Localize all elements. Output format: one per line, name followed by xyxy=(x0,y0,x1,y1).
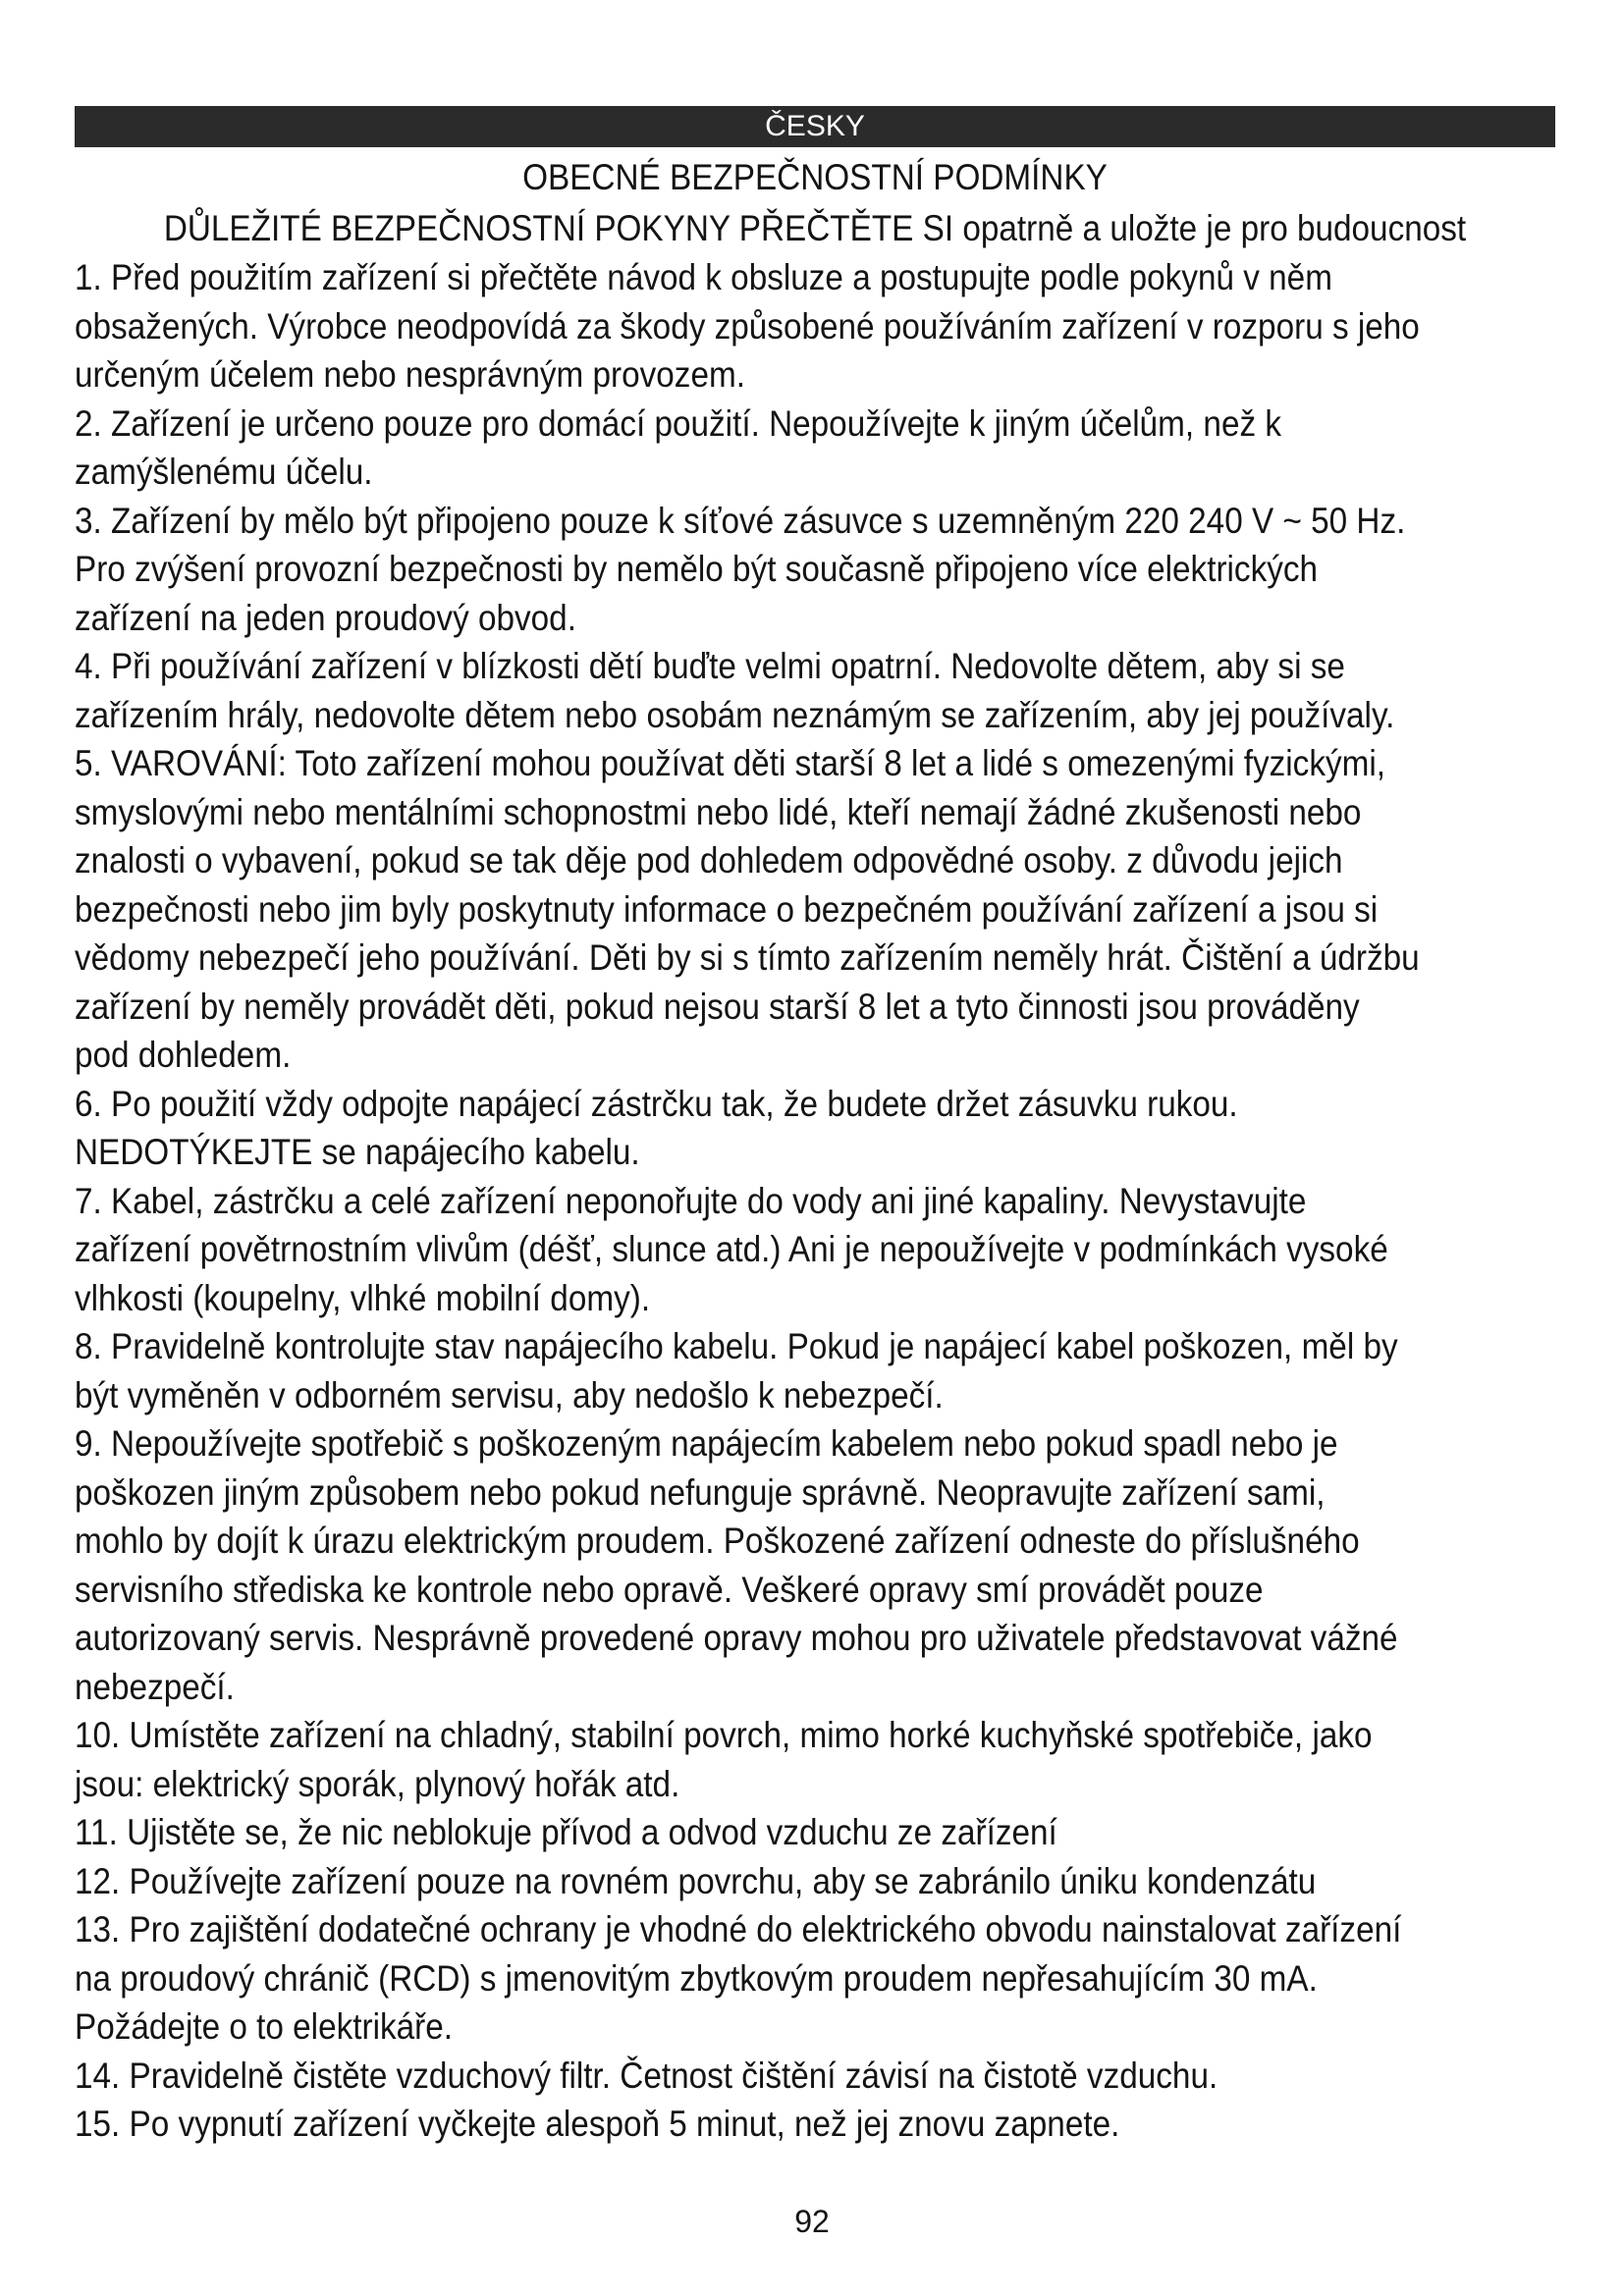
language-header-bar xyxy=(75,106,1555,147)
text-line: zamýšlenému účelu. xyxy=(75,452,373,492)
text-line: 6. Po použití vždy odpojte napájecí zástrčku tak, že budete držet zásuvku rukou. xyxy=(75,1083,1238,1124)
text-line: nebezpečí. xyxy=(75,1666,235,1707)
text-line: 15. Po vypnutí zařízení vyčkejte alespoň 5 minut, než jej znovu zapnete. xyxy=(75,2104,1120,2144)
text-line: mohlo by dojít k úrazu elektrickým proudem. Poškozené zařízení odneste do příslušného xyxy=(75,1521,1360,1561)
text-line: zařízení povětrnostním vlivům (déšť, slunce atd.) Ani je nepoužívejte v podmínkách vysoké xyxy=(75,1229,1388,1269)
text-line: vlhkosti (koupelny, vlhké mobilní domy). xyxy=(75,1277,651,1318)
text-line: obsažených. Výrobce neodpovídá za škody způsobené používáním zařízení v rozporu s jeho xyxy=(75,305,1420,347)
text-line: smyslovými nebo mentálními schopnostmi nebo lidé, kteří nemají žádné zkušenosti nebo xyxy=(75,791,1362,832)
text-line: znalosti o vybavení, pokud se tak děje pod dohledem odpovědné osoby. z důvodu jejich xyxy=(75,840,1343,881)
text-line: 13. Pro zajištění dodatečné ochrany je vhodné do elektrického obvodu nainstalovat zařízení xyxy=(75,1909,1402,1949)
text-line: 4. Při používání zařízení v blízkosti dětí buďte velmi opatrní. Nedovolte dětem, aby si se xyxy=(75,646,1345,686)
text-line: jsou: elektrický sporák, plynový hořák atd. xyxy=(75,1763,680,1804)
text-line: 10. Umístěte zařízení na chladný, stabilní povrch, mimo horké kuchyňské spotřebiče, jako xyxy=(75,1715,1373,1755)
text-line: na proudový chránič (RCD) s jmenovitým zbytkovým proudem nepřesahujícím 30 mA. xyxy=(75,1957,1318,1999)
text-line: 2. Zařízení je určeno pouze pro domácí použití. Nepoužívejte k jiným účelům, než k xyxy=(75,402,1282,444)
text-line: vědomy nebezpečí jeho používání. Děti by si s tímto zařízením neměly hrát. Čištění a údržbu xyxy=(75,937,1420,978)
text-line: zařízení na jeden proudový obvod. xyxy=(75,597,576,638)
text-line: určeným účelem nebo nesprávným provozem. xyxy=(75,354,745,395)
page-number: 92 xyxy=(794,2204,830,2239)
language-label: ČESKY xyxy=(765,110,865,142)
document-subtitle: DŮLEŽITÉ BEZPEČNOSTNÍ POKYNY PŘEČTĚTE SI opatrně a uložte je pro budoucnost xyxy=(163,208,1467,248)
text-line: servisního střediska ke kontrole nebo opravě. Veškeré opravy smí provádět pouze xyxy=(75,1569,1264,1610)
safety-instructions-body xyxy=(75,253,1568,2149)
text-line: 3. Zařízení by mělo být připojeno pouze k síťové zásuvce s uzemněným 220 240 V ~ 50 Hz. xyxy=(75,500,1406,541)
text-line: být vyměněn v odborném servisu, aby nedošlo k nebezpečí. xyxy=(75,1374,944,1415)
text-line: 1. Před použitím zařízení si přečtěte návod k obsluze a postupujte podle pokynů v něm xyxy=(75,257,1332,297)
text-line: 7. Kabel, zástrčku a celé zařízení neponořujte do vody ani jiné kapaliny. Nevystavujte xyxy=(75,1180,1307,1221)
text-line: zařízení by neměly provádět děti, pokud nejsou starší 8 let a tyto činnosti jsou prováděny xyxy=(75,986,1360,1027)
text-line: 8. Pravidelně kontrolujte stav napájecího kabelu. Pokud je napájecí kabel poškozen, měl by xyxy=(75,1326,1398,1366)
text-line: 12. Používejte zařízení pouze na rovném povrchu, aby se zabránilo úniku kondenzátu xyxy=(75,1860,1317,1901)
text-line: 9. Nepoužívejte spotřebič s poškozeným napájecím kabelem nebo pokud spadl nebo je xyxy=(75,1423,1338,1464)
text-line: zařízením hrály, nedovolte dětem nebo osobám neznámým se zařízením, aby jej používaly. xyxy=(75,694,1395,735)
document-title: OBECNÉ BEZPEČNOSTNÍ PODMÍNKY xyxy=(522,157,1108,197)
text-line: Požádejte o to elektrikáře. xyxy=(75,2006,454,2047)
text-line: pod dohledem. xyxy=(75,1035,292,1075)
text-line: 5. VAROVÁNÍ: Toto zařízení mohou používat děti starší 8 let a lidé s omezenými fyzickými, xyxy=(75,743,1386,783)
text-line: poškozen jiným způsobem nebo pokud nefunguje správně. Neopravujte zařízení sami, xyxy=(75,1471,1326,1513)
text-line: 11. Ujistěte se, že nic neblokuje přívod a odvod vzduchu ze zařízení xyxy=(75,1812,1057,1852)
text-line: NEDOTÝKEJTE se napájecího kabelu. xyxy=(75,1132,640,1172)
text-line: bezpečnosti nebo jim byly poskytnuty informace o bezpečném používání zařízení a jsou si xyxy=(75,888,1379,930)
text-line: 14. Pravidelně čistěte vzduchový filtr. Četnost čištění závisí na čistotě vzduchu. xyxy=(75,2055,1218,2096)
text-line: Pro zvýšení provozní bezpečnosti by nemělo být současně připojeno více elektrických xyxy=(75,549,1319,589)
text-line: autorizovaný servis. Nesprávně provedené opravy mohou pro uživatele představovat vážné xyxy=(75,1618,1398,1658)
